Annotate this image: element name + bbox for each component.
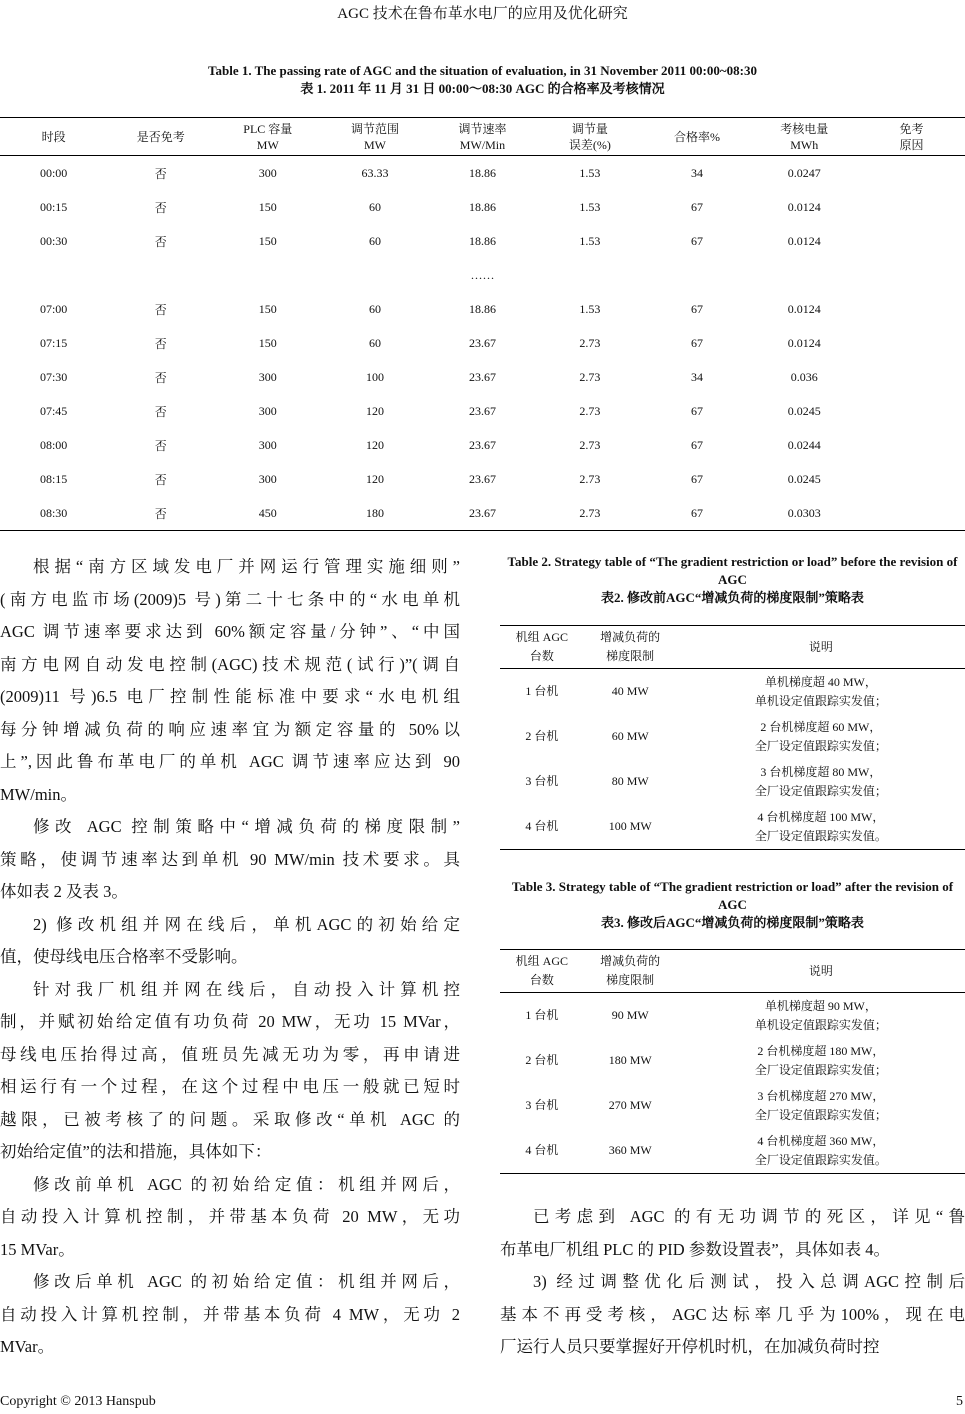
description-cell [677,759,965,804]
table-cell: 18.86 [468,165,496,180]
header-line: MW [256,137,279,152]
table-cell: 0.0124 [787,233,821,248]
header-line: 台数 [529,973,554,987]
header-line: 机组 AGC [515,954,569,968]
table-cell: 300 [258,165,277,180]
gradient-limit-cell: 60 MW [611,729,649,743]
table-row [500,1038,965,1083]
table-cell: 150 [258,335,277,350]
table1-header-cell [858,118,965,156]
unit-count-cell: 3 台机 [525,1098,559,1112]
table-row [0,326,965,360]
table-cell: 450 [214,496,321,531]
description-cell [677,669,965,715]
table-cell: 否 [154,438,167,453]
description-line: 2 台机梯度超 60 MW， [760,719,882,734]
table-cell [858,224,965,258]
table-row [0,156,965,191]
table-cell: 34 [690,165,703,180]
table3-header-cell [584,950,677,993]
table-cell: 60 [369,199,381,214]
table-cell: 180 [321,496,428,531]
table-cell: 1.53 [579,199,601,214]
text-line: 自动投入计算机控制，并带基本负荷 20 MW，无功 [0,1207,460,1226]
table-cell: 2.73 [579,471,601,486]
table3 [500,949,965,1174]
table2-header-cell [500,626,584,669]
table-cell: 23.67 [468,335,496,350]
table2-caption-en: Table 2. Strategy table of “The gradient restriction or load” before the revision of AGC [507,554,958,587]
table-cell: 否 [154,336,167,351]
table-cell [858,292,965,326]
table1-header-cell [429,118,537,156]
table-cell: 60 [369,335,381,350]
text-line: 策略，使调节速率达到单机 90 MW/min 技术要求。具 [0,849,460,869]
table-cell [858,258,965,292]
copyright: Copyright © 2013 Hanspub [0,1394,156,1409]
text-line: 制，并赋初始给定值有功负荷 20 MW，无功 15 MVar， [0,1012,460,1031]
text-line: 布革电厂机组 PLC 的 PID 参数设置表”，具体如表 4。 [500,1239,891,1259]
table-cell [536,258,643,292]
table-row [0,224,965,258]
table1-header-cell [0,118,107,156]
description-cell [677,714,965,759]
text-line: (南方电监市场(2009)5 号)第二十七条中的“水电单机 [0,589,460,609]
table-cell: 120 [366,403,384,418]
table-cell: 34 [690,369,703,384]
table-cell: 07:15 [39,335,68,350]
table-cell: 300 [258,369,277,384]
unit-count-cell: 4 台机 [500,1128,584,1174]
table-cell: 2.73 [579,369,601,384]
table-cell: 0.0303 [751,496,858,531]
table1-header-cell [536,118,643,156]
description-cell [677,804,965,850]
header-line: 台数 [529,649,554,663]
description-line: 单机梯度超 40 MW， [764,674,877,689]
table1-caption [0,62,965,98]
right-column-text [500,1201,965,1364]
header-line: 调节量 [571,121,608,136]
paragraph [0,974,460,1169]
table-row [0,428,965,462]
table-cell: 23.67 [468,471,496,486]
table-cell: 否 [154,234,167,249]
text-line: 南方电网自动发电控制(AGC)技术规范(试行)”(调自 [0,654,460,674]
table-cell: 0.0124 [787,335,821,350]
table-cell: 0.0245 [787,471,821,486]
description-line: 全厂设定值跟踪实发值。 [754,1152,887,1167]
gradient-limit-cell: 100 MW [584,804,677,850]
gradient-limit-cell: 40 MW [611,684,649,698]
table-cell: 23.67 [468,437,496,452]
table-cell: 08:00 [39,437,68,452]
running-title: AGC 技术在鲁布革水电厂的应用及优化研究 [337,6,628,22]
paragraph [0,811,460,909]
table2 [500,625,965,850]
table3-header-cell [677,950,965,993]
text-line: 体如表 2 及表 3。 [0,882,128,901]
description-line: 全厂设定值跟踪实发值； [754,1062,887,1077]
text-line: 修改后单机 AGC 的初始给定值：机组并网后， [33,1272,460,1291]
header-line: PLC 容量 [243,121,293,136]
table-cell: 0.0124 [787,301,821,316]
table-cell: 67 [643,496,750,531]
table-cell: 07:00 [39,301,68,316]
description-line: 4 台机梯度超 100 MW， [757,809,885,824]
table-cell: 否 [154,200,167,215]
table-cell [858,496,965,531]
unit-count-cell: 2 台机 [525,1053,559,1067]
table3-caption-zh: 表3. 修改后AGC“增减负荷的梯度限制”策略表 [601,915,864,930]
table-cell: 67 [690,471,703,486]
table-cell: 120 [366,471,384,486]
header-line: 调节范围 [351,121,400,136]
table-cell [321,258,428,292]
unit-count-cell: 2 台机 [525,729,559,743]
table-cell: 150 [258,233,277,248]
gradient-limit-cell: 360 MW [584,1128,677,1174]
page-number: 5 [956,1394,963,1409]
description-line: 单机设定值跟踪实发值； [754,1017,887,1032]
header-line: 时段 [41,129,66,144]
table-cell: 2.73 [536,496,643,531]
table-cell: 0.0245 [787,403,821,418]
header-line: 原因 [899,137,924,152]
table-cell: 0.0247 [787,165,821,180]
header-line: 调节速率 [458,121,507,136]
unit-count-cell: 3 台机 [525,774,559,788]
table-cell: 否 [154,302,167,317]
header-line: 误差(%) [568,137,611,152]
table2-caption [500,553,965,607]
table-cell [858,190,965,224]
table-cell: 60 [369,233,381,248]
table3-header-cell [500,950,584,993]
table-cell: …… [470,267,495,282]
table-cell: 08:15 [39,471,68,486]
header-line: 说明 [808,963,833,978]
table-cell: 18.86 [468,301,496,316]
gradient-limit-cell: 180 MW [608,1053,652,1067]
table-cell [0,258,107,292]
table-cell: 2.73 [579,403,601,418]
table-cell: 1.53 [579,233,601,248]
description-line: 全厂设定值跟踪实发值； [754,738,887,753]
table-row [0,394,965,428]
table-cell: 2.73 [579,335,601,350]
table-cell: 否 [107,496,214,531]
text-line: 根据“南方区域发电厂并网运行管理实施细则” [33,557,460,576]
unit-count-cell: 4 台机 [500,804,584,850]
text-line: 15 MVar。 [0,1239,75,1259]
description-line: 3 台机梯度超 270 MW， [757,1088,885,1103]
description-line: 单机设定值跟踪实发值； [754,693,887,708]
table1-header-cell [107,118,214,156]
table-cell: 67 [690,403,703,418]
table-cell [107,258,214,292]
header-line: 说明 [808,639,833,654]
table3-caption [500,878,965,932]
gradient-limit-cell: 80 MW [611,774,649,788]
description-line: 单机梯度超 90 MW， [764,998,877,1013]
table-row [500,993,965,1039]
header-line: 免考 [899,121,924,136]
table-row [0,292,965,326]
text-line: 修改前单机 AGC 的初始给定值：机组并网后， [33,1174,460,1194]
table-cell: 300 [258,471,277,486]
table-cell: 1.53 [579,165,601,180]
description-cell [677,993,965,1039]
header-line: 梯度限制 [606,973,655,987]
text-line: 厂运行人员只要掌握好开停机时机，在加减负荷时控 [500,1337,880,1356]
gradient-limit-cell: 90 MW [611,1008,649,1022]
description-line: 2 台机梯度超 180 MW， [757,1043,885,1058]
table-row [0,462,965,496]
table-cell: 63.33 [361,165,389,180]
table-cell: 67 [690,437,703,452]
table-row [500,669,965,715]
table-row [0,496,965,531]
paragraph [0,909,460,974]
table1-header-cell [751,118,858,156]
table-cell: 120 [366,437,384,452]
header-line: MW/Min [459,137,506,152]
table-cell: 18.86 [468,233,496,248]
table-cell: 0.0124 [787,199,821,214]
text-line: AGC 调节速率要求达到 60%额定容量/分钟”、“中国 [0,622,460,641]
description-line: 全厂设定值跟踪实发值。 [754,828,887,843]
paragraph [0,551,460,811]
table1-header-cell [321,118,428,156]
description-cell [677,1083,965,1128]
description-line: 3 台机梯度超 80 MW， [760,764,882,779]
paragraph [500,1201,965,1266]
table-cell [858,156,965,191]
table-row [0,190,965,224]
table1-header-cell [643,118,750,156]
text-line: 2) 修改机组并网在线后，单机AGC的初始给定 [33,914,460,934]
table-cell [858,394,965,428]
header-line: 合格率% [673,129,720,144]
table2-caption-zh: 表2. 修改前AGC“增减负荷的梯度限制”策略表 [601,590,864,605]
table-cell: 23.67 [468,403,496,418]
table1-header-cell [214,118,321,156]
unit-count-cell: 1 台机 [525,684,559,698]
text-line: 针对我厂机组并网在线后，自动投入计算机控 [33,979,460,999]
text-line: MVar。 [0,1337,55,1356]
description-line: 全厂设定值跟踪实发值； [754,1107,887,1122]
table-cell: 23.67 [429,496,537,531]
table-cell: 67 [690,301,703,316]
text-line: 每分钟增减负荷的响应速率宜为额定容量的 50%以 [0,719,460,739]
table3-caption-en: Table 3. Strategy table of “The gradient restriction or load” after the revision of AGC [511,879,954,912]
table-cell: 否 [154,166,167,181]
table-cell: 300 [258,437,277,452]
table-cell [214,258,321,292]
table-cell: 300 [258,403,277,418]
header-line: 机组 AGC [515,630,569,644]
table-cell: 0.036 [790,369,818,384]
table-cell [751,258,858,292]
description-line: 4 台机梯度超 360 MW， [757,1133,885,1148]
text-line: 修改 AGC 控制策略中“增减负荷的梯度限制” [33,817,460,836]
table-cell: 67 [690,199,703,214]
paragraph [0,1169,460,1267]
table-cell: 否 [154,370,167,385]
table-cell: 否 [154,472,167,487]
table-row [500,759,965,804]
table-cell [858,428,965,462]
table-cell: 否 [154,404,167,419]
table-row [500,1128,965,1174]
table1-caption-en: Table 1. The passing rate of AGC and the situation of evaluation, in 31 November 2011 00:00~08:30 [208,63,757,78]
text-line: MW/min。 [0,784,77,804]
text-line: 母线电压抬得过高，值班员先减无功为零，再申请进 [0,1044,460,1064]
table-cell: 23.67 [468,369,496,384]
description-cell [677,1128,965,1174]
paragraph [0,1266,460,1364]
table2-header-cell [677,626,965,669]
text-line: 基本不再受考核，AGC达标率几乎为100%，现在电 [500,1304,965,1324]
table-cell: 00:00 [39,165,68,180]
table-cell: 18.86 [468,199,496,214]
text-line: 已考虑到 AGC 的有无功调节的死区，详见“鲁 [533,1207,965,1226]
header-line: 梯度限制 [606,649,655,663]
table-row [500,1083,965,1128]
table-cell: 67 [690,335,703,350]
table-cell [643,258,750,292]
table-row [500,714,965,759]
text-line: (2009)11 号)6.5 电厂控制性能标准中要求“水电机组 [0,687,460,706]
table-cell [858,326,965,360]
table-row [0,360,965,394]
text-line: 相运行有一个过程，在这个过程中电压一般就已短时 [0,1077,460,1096]
table-row [0,258,965,292]
text-line: 3) 经过调整优化后测试，投入总调AGC控制后 [533,1272,965,1291]
table-cell: 100 [366,369,384,384]
table-cell: 08:30 [0,496,107,531]
table-cell: 00:30 [39,233,68,248]
header-line: 考核电量 [780,121,829,136]
table1-caption-zh: 表 1. 2011 年 11 月 31 日 00:00～08:30 AGC 的合格率及考核情况 [300,81,665,96]
table-cell: 0.0244 [787,437,821,452]
table-cell [858,360,965,394]
table-cell: 67 [690,233,703,248]
table-cell: 07:45 [39,403,68,418]
header-line: 增减负荷的 [600,630,661,644]
table-cell: 00:15 [39,199,68,214]
table-cell [858,462,965,496]
text-line: 自动投入计算机控制，并带基本负荷 4 MW，无功 2 [0,1304,460,1324]
table-cell: 60 [369,301,381,316]
header-line: MWh [790,137,819,152]
text-line: 上”,因此鲁布革电厂的单机 AGC 调节速率应达到 90 [0,752,460,771]
left-column-text [0,551,460,1364]
table-cell: 1.53 [579,301,601,316]
text-line: 值，使母线电压合格率不受影响。 [0,947,248,966]
unit-count-cell: 1 台机 [525,1008,559,1022]
table-cell: 150 [258,199,277,214]
table-cell: 07:30 [39,369,68,384]
header-line: MW [364,137,386,152]
gradient-limit-cell: 270 MW [608,1098,652,1112]
text-line: 越限，已被考核了的问题。采取修改“单机 AGC 的 [0,1109,460,1129]
paragraph [500,1266,965,1364]
table2-header-cell [584,626,677,669]
header-line: 是否免考 [136,129,185,144]
table-cell: 150 [258,301,277,316]
description-cell [677,1038,965,1083]
description-line: 全厂设定值跟踪实发值； [754,783,887,798]
table1 [0,117,965,531]
header-line: 增减负荷的 [600,954,661,968]
table-row [500,804,965,850]
text-line: 初始给定值”的法和措施，具体如下： [0,1142,272,1161]
table-cell: 2.73 [579,437,601,452]
